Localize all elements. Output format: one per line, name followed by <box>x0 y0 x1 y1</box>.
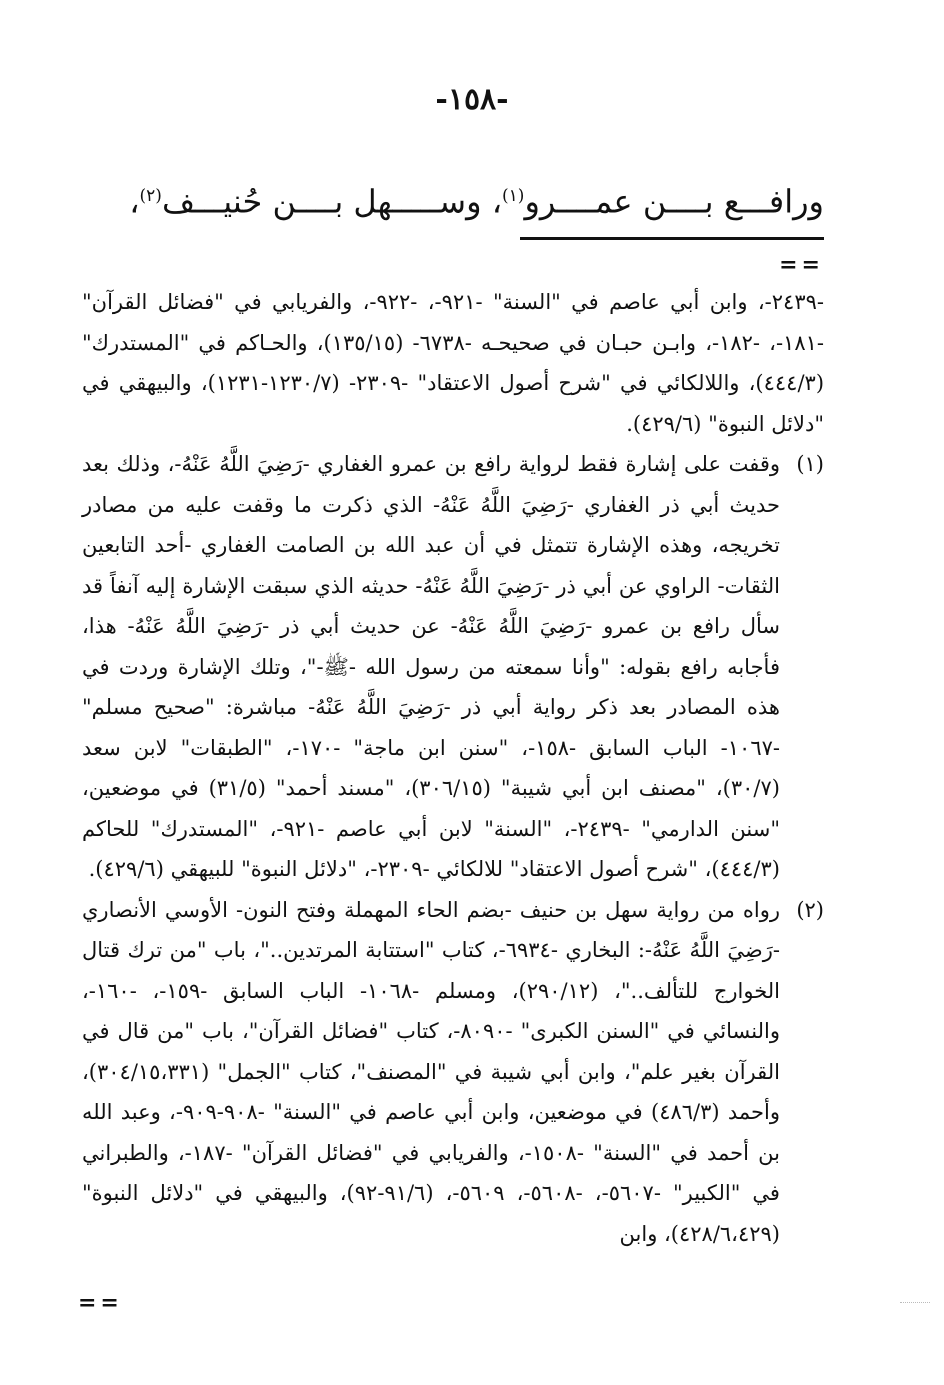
main-text-part-1: ورافـــع بــــن عمــــرو <box>524 182 824 221</box>
footnote-number-1: (١) <box>796 452 824 476</box>
main-text-line <box>104 170 824 228</box>
footnote-text-2: رواه من رواية سهل بن حنيف -بضم الحاء المهملة وفتح النون- الأوسي الأنصاري -رَضِيَ اللَّهُ عَنْهُ-: البخاري -٦٩٣٤-، كتاب "استتابة المرتدين.."، باب "من ترك قتال الخوارج للتألف.."، (٢٩٠/١٢)، ومسلم -١٠٦٨- الباب السابق -١٥٩-، -١٦٠-، والنسائي في "السنن الكبرى" -٨٠٩٠-، كتاب "فضائل القرآن"، باب "من قال في القرآن بغير علم"، وابن أبي شيبة في "المصنف"، كتاب "الجمل" (٣٠٤/١٥،٣٣١)، وأحمد (٤٨٦/٣) في موضعين، وابن أبي عاصم في "السنة" -٩٠٨-٩٠٩-، وعبد الله بن أحمد في "السنة" -١٥٠٨-، والفريابي في "فضائل القرآن" -١٨٧-، والطبراني في "الكبير" -٥٦٠٧-، -٥٦٠٨-، ٥٦٠٩-، (٩١/٦-٩٢)، والبيهقي في "دلائل النبوة" (٤٢٨/٦،٤٢٩)، وابن <box>82 897 780 1246</box>
footnote-ref-2: (٢) <box>139 186 162 206</box>
footnote-2 <box>82 890 824 1255</box>
footnote-number-2: (٢) <box>796 897 824 922</box>
continuation-mark-bottom: == <box>78 1290 123 1316</box>
footnote-separator <box>520 237 824 240</box>
footnote-carryover: -٢٤٣٩-، وابن أبي عاصم في "السنة" -٩٢١-، -٩٢٢-، والفريابي في "فضائل القرآن" -١٨١-، -١٨٢-، وابـن حبـان في صحيحـه -٦٧٣٨- (١٣٥/١٥)، والحـاكم في "المستدرك" (٤٤٤/٣)، واللالكائي في "شرح أصول الاعتقاد" -٢٣٠٩- (١٢٣٠/٧-١٢٣١)، والبيهقي في "دلائل النبوة" (٤٢٩/٦). <box>82 290 825 436</box>
footnotes-section <box>82 282 824 1254</box>
continuation-mark-top: == <box>779 252 824 278</box>
scan-artifact <box>900 1302 930 1303</box>
footnote-text-1: وقفت على إشارة فقط لرواية رافع بن عمرو الغفاري -رَضِيَ اللَّهُ عَنْهُ-، وذلك بعد حديث أبي ذر الغفاري -رَضِيَ اللَّهُ عَنْهُ- الذي ذكرت ما وقفت عليه من مصادر تخريجه، وهذه الإشارة تتمثل في أن عبد الله بن الصامت الغفاري -أحد التابعين الثقات- الراوي عن أبي ذر -رَضِيَ اللَّهُ عَنْهُ- حديثه الذي سبقت الإشارة إليه آنفاً قد سأل رافع بن عمرو -رَضِيَ اللَّهُ عَنْهُ- عن حديث أبي ذر -رَضِيَ اللَّهُ عَنْهُ- هذا، فأجابه رافع بقوله: "وأنا سمعته من رسول الله -ﷺ-"، وتلك الإشارة وردت في هذه المصادر بعد ذكر رواية أبي ذر -رَضِيَ اللَّهُ عَنْهُ- مباشرة: "صحيح مسلم" -١٠٦٧- الباب السابق -١٥٨-، "سنن ابن ماجة" -١٧٠-، "الطبقات" لابن سعد (٣٠/٧)، "مصنف ابن أبي شيبة" (٣٠٦/١٥)، "مسند أحمد" (٣١/٥) في موضعين، "سنن الدارمي" -٢٤٣٩-، "السنة" لابن أبي عاصم -٩٢١-، "المستدرك" للحاكم (٤٤٤/٣)، "شرح أصول الاعتقاد" للالكائي -٢٣٠٩-، "دلائل النبوة" للبيهقي (٤٢٩/٦). <box>82 452 781 881</box>
footnote-1 <box>82 444 824 890</box>
main-text-part-2: ، وســـــهل بــــن حُنيـــف <box>161 182 503 221</box>
footnote-ref-1: (١) <box>502 186 525 206</box>
page-number: -١٥٨- <box>435 82 509 117</box>
main-text-part-3: ، <box>129 182 140 221</box>
